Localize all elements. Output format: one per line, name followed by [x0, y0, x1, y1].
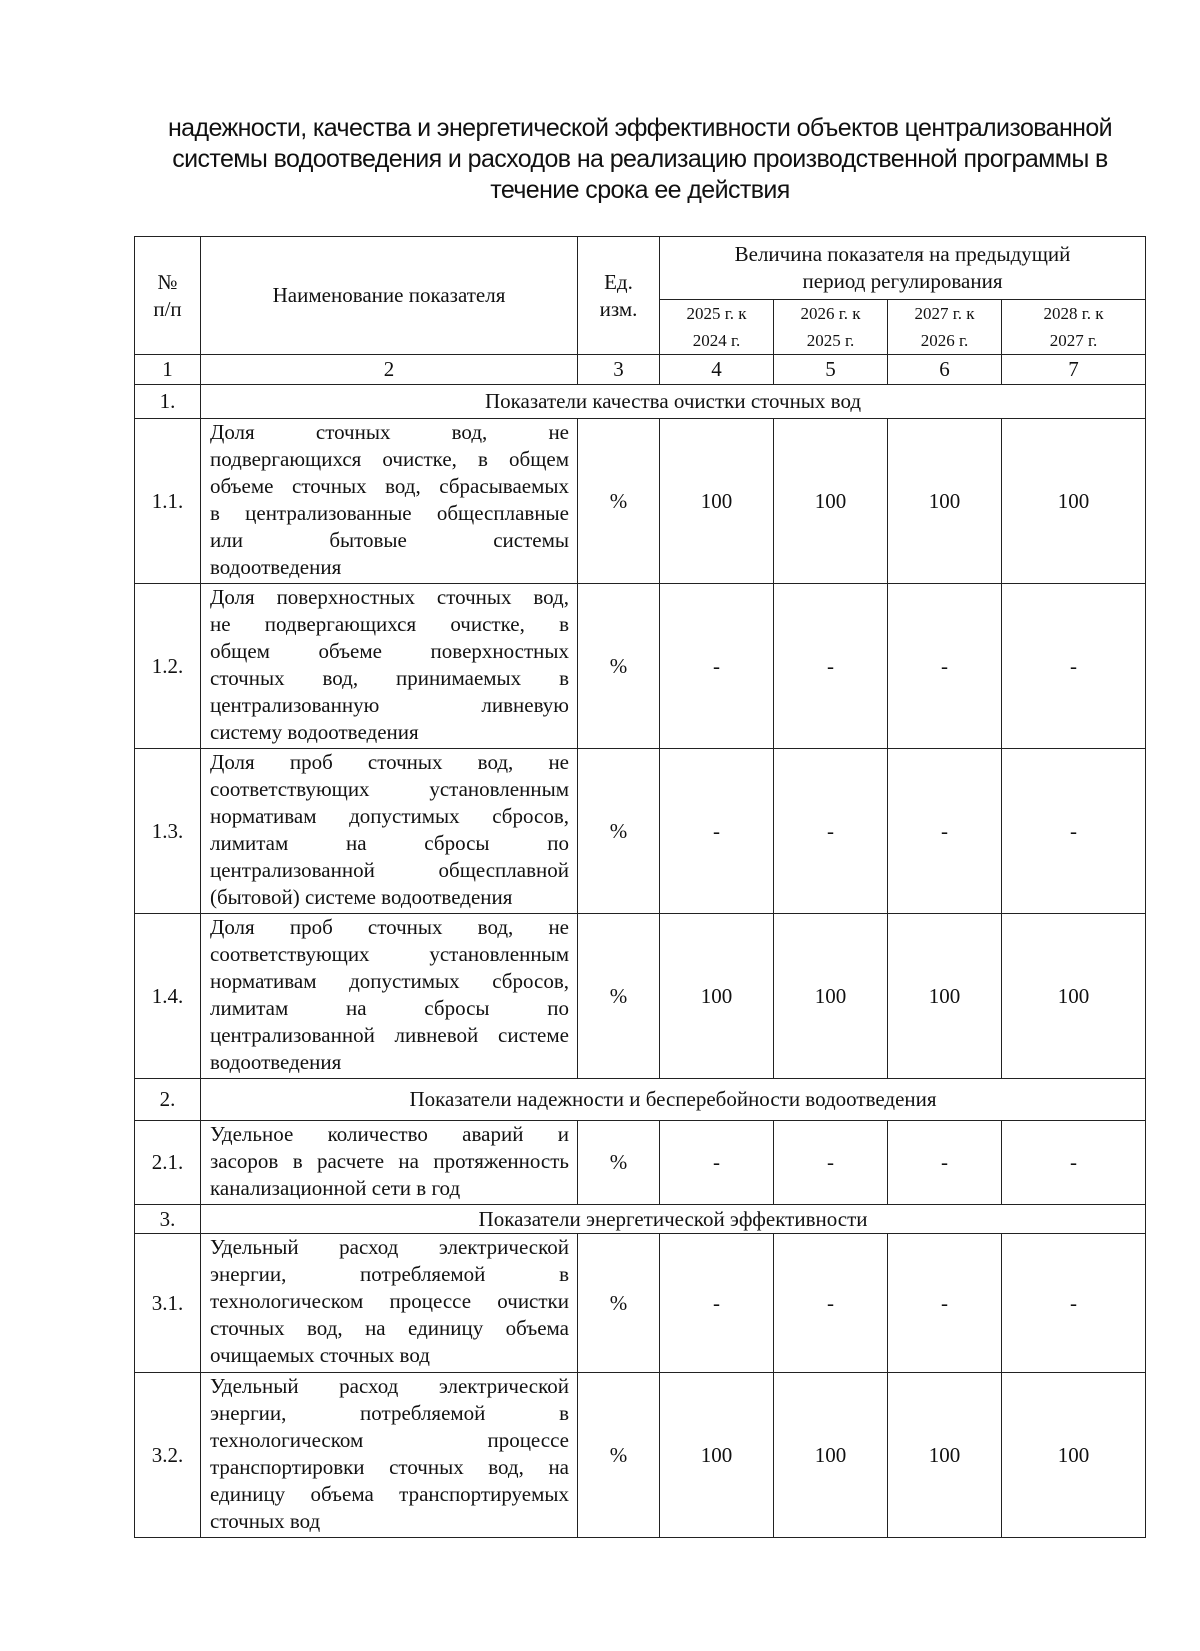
row-unit: % [578, 419, 660, 584]
col-number: 7 [1002, 355, 1146, 385]
header-group-line2: период регулирования [802, 269, 1003, 293]
col-number: 5 [774, 355, 888, 385]
row-num: 2.1. [135, 1121, 201, 1205]
section-title: Показатели качества очистки сточных вод [201, 385, 1146, 419]
row-name: Доля сточных вод, не подвергающихся очистке, в общем объеме сточных вод, сбрасываемых в централизованные общесплавные или бытовые системы водоотведения [201, 419, 578, 584]
row-value: 100 [888, 419, 1002, 584]
section-row [135, 1205, 1146, 1234]
row-num: 1.2. [135, 584, 201, 749]
header-unit [578, 237, 660, 355]
header-name: Наименование показателя [201, 237, 578, 355]
row-value: 100 [774, 419, 888, 584]
row-unit: % [578, 914, 660, 1079]
row-value: - [1002, 584, 1146, 749]
table-row [135, 914, 1146, 1079]
row-unit: % [578, 1234, 660, 1373]
col-number: 2 [201, 355, 578, 385]
row-unit: % [578, 1121, 660, 1205]
col-number: 4 [660, 355, 774, 385]
row-name: Удельный расход электрической энергии, потребляемой в технологическом процессе транспортировки сточных вод, на единицу объема транспортируемых сточных вод [201, 1373, 578, 1538]
table-row [135, 419, 1146, 584]
title-line: течение срока ее действия [490, 176, 790, 204]
row-unit: % [578, 749, 660, 914]
row-name: Удельное количество аварий и засоров в расчете на протяженность канализационной сети в год [201, 1121, 578, 1205]
row-num: 1.1. [135, 419, 201, 584]
row-name: Доля проб сточных вод, не соответствующих установленным нормативам допустимых сбросов, лимитам на сбросы по централизованной ливневой системе водоотведения [201, 914, 578, 1079]
row-value: 100 [1002, 419, 1146, 584]
header-group-line1: Величина показателя на предыдущий [734, 242, 1071, 266]
section-num: 2. [135, 1079, 201, 1121]
row-value: 100 [660, 1373, 774, 1538]
title-line: надежности, качества и энергетической эффективности объектов централизованной [167, 114, 1113, 142]
indicators-table [134, 236, 1146, 1538]
row-value: - [888, 584, 1002, 749]
row-num: 1.4. [135, 914, 201, 1079]
row-num: 1.3. [135, 749, 201, 914]
row-unit: % [578, 584, 660, 749]
title-line: системы водоотведения и расходов на реализацию производственной программы в [172, 145, 1108, 173]
section-row [135, 385, 1146, 419]
row-value: - [888, 1234, 1002, 1373]
row-value: - [774, 584, 888, 749]
section-num: 1. [135, 385, 201, 419]
col-number: 1 [135, 355, 201, 385]
column-numbers-row [135, 355, 1146, 385]
row-value: - [888, 1121, 1002, 1205]
col-number: 6 [888, 355, 1002, 385]
header-group [660, 237, 1146, 300]
row-name: Удельный расход электрической энергии, потребляемой в технологическом процессе очистки сточных вод, на единицу объема очищаемых сточных вод [201, 1234, 578, 1373]
header-period: 2027 г. к 2026 г. [888, 300, 1002, 355]
table-row [135, 1234, 1146, 1373]
header-unit-line2: изм. [599, 296, 638, 321]
row-value: - [1002, 749, 1146, 914]
table-row [135, 584, 1146, 749]
row-value: 100 [774, 1373, 888, 1538]
row-value: 100 [1002, 1373, 1146, 1538]
table-row [135, 1121, 1146, 1205]
section-num: 3. [135, 1205, 201, 1234]
row-value: 100 [660, 419, 774, 584]
row-value: 100 [888, 1373, 1002, 1538]
header-period: 2026 г. к 2025 г. [774, 300, 888, 355]
header-num-line2: п/п [153, 296, 182, 321]
row-value: - [774, 1234, 888, 1373]
table-row [135, 749, 1146, 914]
section-title: Показатели энергетической эффективности [201, 1205, 1146, 1234]
row-name: Доля проб сточных вод, не соответствующих установленным нормативам допустимых сбросов, лимитам на сбросы по централизованной общесплавной (бытовой) системе водоотведения [201, 749, 578, 914]
row-value: - [660, 749, 774, 914]
section-title: Показатели надежности и бесперебойности водоотведения [201, 1079, 1146, 1121]
document-title [150, 113, 1130, 206]
row-value: 100 [888, 914, 1002, 1079]
row-value: - [888, 749, 1002, 914]
header-period: 2025 г. к 2024 г. [660, 300, 774, 355]
row-unit: % [578, 1373, 660, 1538]
header-unit-line1: Ед. [604, 269, 633, 294]
table-row [135, 1373, 1146, 1538]
row-value: - [660, 1121, 774, 1205]
row-value: - [1002, 1234, 1146, 1373]
header-num-line1: № [157, 269, 178, 294]
row-value: - [660, 1234, 774, 1373]
row-value: - [660, 584, 774, 749]
row-num: 3.1. [135, 1234, 201, 1373]
section-row [135, 1079, 1146, 1121]
row-num: 3.2. [135, 1373, 201, 1538]
row-value: - [774, 1121, 888, 1205]
header-period: 2028 г. к 2027 г. [1002, 300, 1146, 355]
row-value: - [774, 749, 888, 914]
col-number: 3 [578, 355, 660, 385]
row-value: 100 [774, 914, 888, 1079]
row-value: - [1002, 1121, 1146, 1205]
row-value: 100 [1002, 914, 1146, 1079]
row-value: 100 [660, 914, 774, 1079]
header-num [135, 237, 201, 355]
row-name: Доля поверхностных сточных вод, не подвергающихся очистке, в общем объеме поверхностных сточных вод, принимаемых в централизованную ливневую систему водоотведения [201, 584, 578, 749]
